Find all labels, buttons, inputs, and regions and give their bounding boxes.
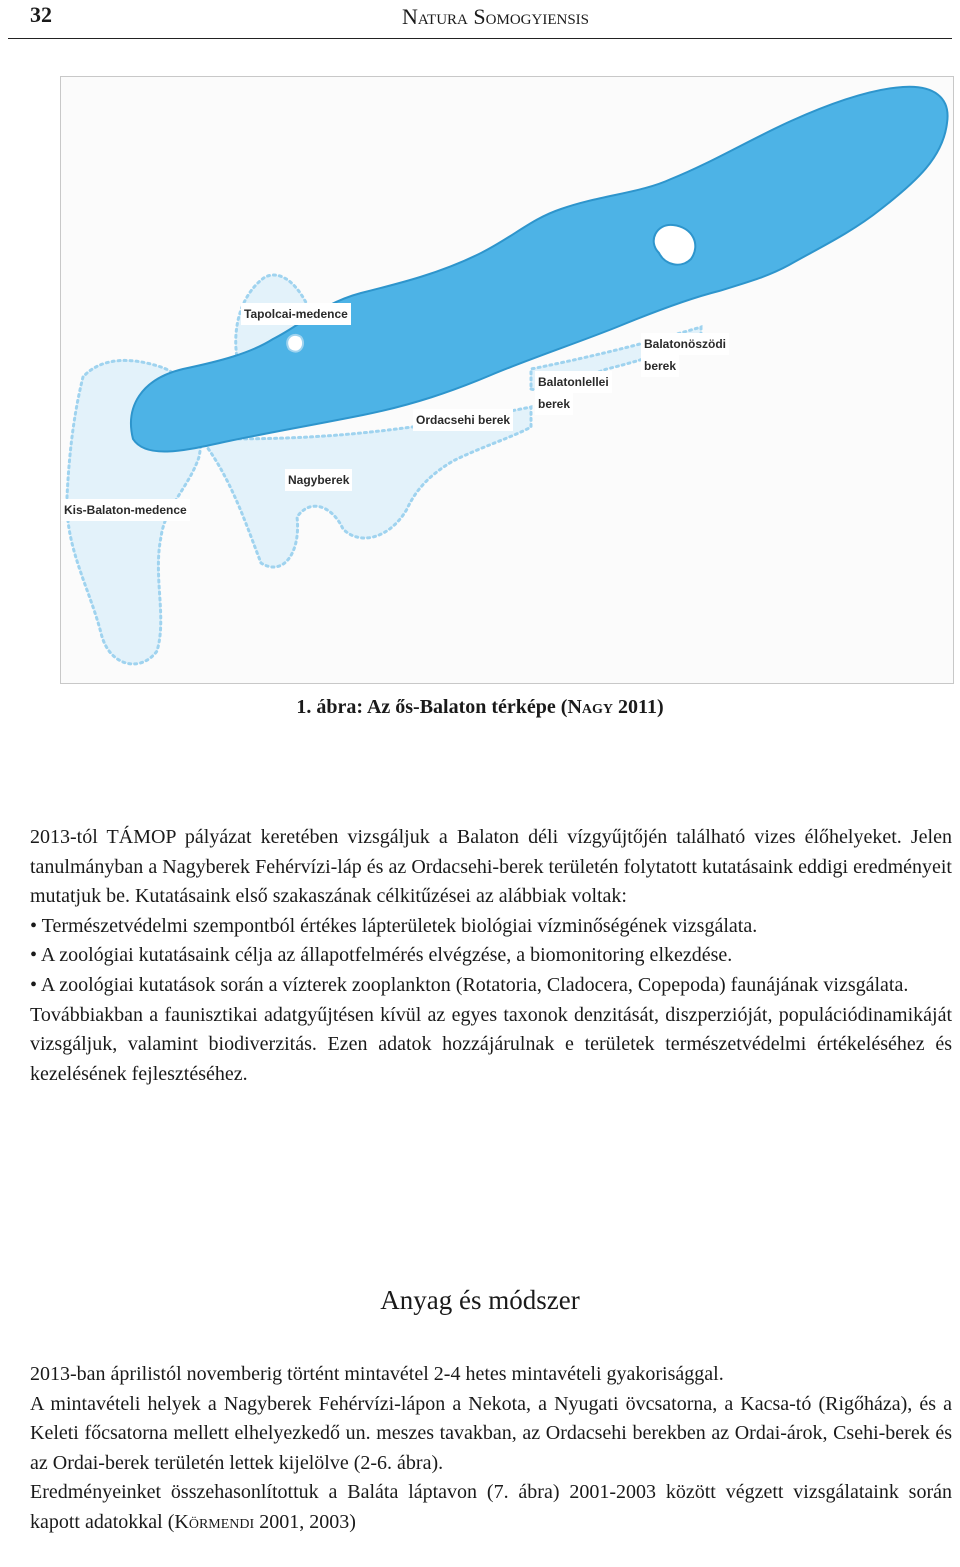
body-text-methods: [30, 1360, 952, 1538]
paragraph: 2013-ban áprilistól novemberig történt mintavétel 2-4 hetes mintavételi gyakorisággal.: [30, 1363, 724, 1385]
paragraph: 2013-tól TÁMOP pályázat keretében vizsgáljuk a Balaton déli vízgyűjtőjén található vizes élőhelyeket. Jelen tanulmányban a Nagyberek Fehérvízi-láp és az Ordacsehi-berek területén folytatott kutatásaink eddigi eredményeit mutatjuk be. Kutatásaink első szakaszának célkitűzései az alábbiak voltak:: [30, 826, 952, 908]
label-balatonlellei-2: berek: [535, 393, 573, 415]
label-kis-balaton: Kis-Balaton-medence: [61, 499, 190, 521]
label-balatonoszodi-2: berek: [641, 355, 679, 377]
paragraph: A mintavételi helyek a Nagyberek Fehérvízi-lápon a Nekota, a Nyugati övcsatorna, a Kacsa-tó (Rigőháza), és a Keleti főcsatorna mellett elhelyezkedő un. meszes tavakban, az Ordacsehi berekben az Ordai-árok, Csehi-berek és az Ordai-berek területén lettek kijelölve (2-6. ábra).: [30, 1392, 952, 1474]
bullet-item: • Természetvédelmi szempontból értékes lápterületek biológiai vízminőségének vizsgálata.: [30, 914, 758, 937]
page-number: 32: [30, 2, 52, 27]
label-tapolcai: Tapolcai-medence: [241, 303, 351, 325]
label-balatonlellei-1: Balatonlellei: [535, 371, 612, 393]
bullet-item: • A zoológiai kutatások során a vízterek zooplankton (Rotatoria, Cladocera, Copepoda) faunájának vizsgálata.: [30, 973, 909, 996]
header-rule: [8, 38, 952, 39]
paragraph: Továbbiakban a faunisztikai adatgyűjtésen kívül az egyes taxonok denzitását, diszperzióját, populációdinamikáját vizsgáljuk, valamint biodiverzitás. Ezen adatok hozzájárulnak e területek természetvédelmi értékeléséhez és kezelésének fejlesztéséhez.: [30, 1003, 952, 1085]
paragraph: Eredményeinket összehasonlítottuk a Baláta láptavon (7. ábra) 2001-2003 között végzett vizsgálataink során kapott adatokkal (Körmendi 2001, 2003): [30, 1481, 952, 1533]
label-nagyberek: Nagyberek: [285, 469, 352, 491]
balaton-map: [61, 77, 953, 683]
figure-caption: 1. ábra: Az ős-Balaton térképe (Nagy 2011): [296, 696, 664, 718]
label-ordacsehi: Ordacsehi berek: [413, 409, 513, 431]
label-balatonoszodi-1: Balatonöszödi: [641, 333, 729, 355]
tapolcai-pond: [287, 335, 303, 352]
section-heading: Anyag és módszer: [380, 1285, 580, 1315]
running-header: [0, 0, 960, 38]
balaton-map-figure: [60, 76, 954, 684]
journal-title: Natura Somogyiensis: [402, 4, 589, 29]
bullet-item: • A zoológiai kutatásaink célja az állapotfelmérés elvégzése, a biomonitoring elkezdése.: [30, 944, 733, 967]
body-text-intro: [30, 823, 952, 1089]
